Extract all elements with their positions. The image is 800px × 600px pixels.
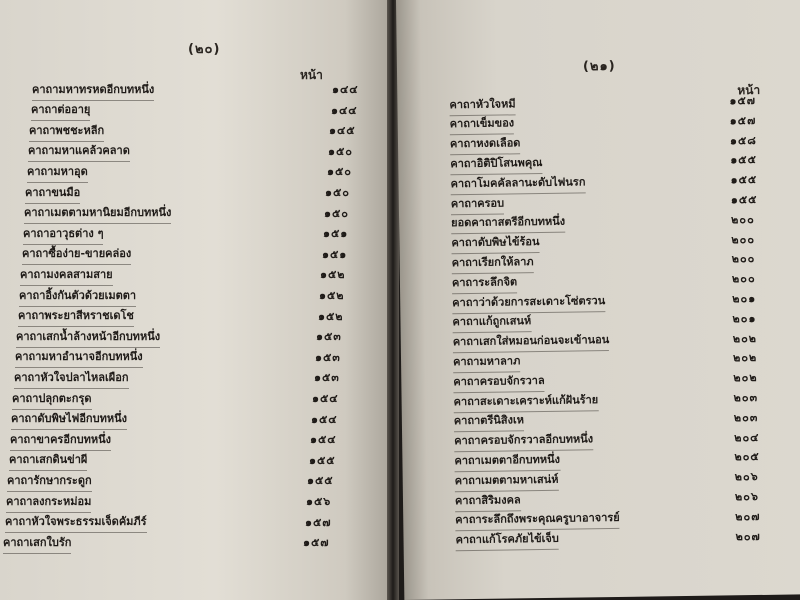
toc-entry-title: คาถาอาวุธต่าง ๆ: [23, 224, 103, 245]
toc-entry: [31, 101, 391, 121]
toc-entry: [10, 430, 370, 450]
toc-entry-page: ๑๕๐: [327, 165, 353, 179]
toc-entry-page: ๒๐๔: [734, 430, 760, 444]
toc-entry: [18, 307, 378, 327]
toc-entry: [23, 224, 383, 244]
left-page: [0, 0, 392, 600]
page-number: (๒๑): [582, 58, 616, 75]
toc-entry-page: ๑๕๖: [306, 495, 332, 508]
toc-entry-page: ๒๐๒: [733, 371, 758, 385]
toc-entry-page: ๑๕๑: [322, 247, 348, 261]
toc-entry-title: คาถาเมตตามหาเสน่ห์: [455, 469, 559, 491]
toc-entry-page: ๑๕๔: [310, 433, 337, 447]
toc-entry-title: คาถาแก้ถูกเสนห์: [452, 311, 531, 333]
toc-entry-page: ๑๕๓: [315, 350, 341, 364]
toc-entry-page: ๒๐๕: [734, 450, 760, 464]
toc-entry-title: คาถาซื้อง่าย-ขายคล่อง: [22, 244, 131, 265]
toc-entry: [20, 265, 380, 285]
toc-entry: [32, 80, 392, 100]
toc-entry-page: ๒๐๗: [735, 529, 761, 543]
toc-entry-title: คาถาโมคคัลลานะดับไฟนรก: [450, 172, 585, 195]
toc-entry-title: คาถาเสกใส่หมอนก่อนจะเข้านอน: [453, 330, 610, 353]
toc-entry-title: คาถาครอบ: [451, 193, 505, 215]
toc-entry-page: ๒๐๐: [731, 252, 756, 266]
toc-entry-page: ๑๔๔: [331, 103, 358, 117]
toc-entry-title: คาถาเมตตาอีกบทหนึ่ง: [454, 450, 560, 472]
toc-entry-page: ๒๐๑: [732, 292, 757, 306]
toc-entry-title: คาถามหาทรหดอีกบทหนึ่ง: [32, 80, 154, 101]
toc-entry-title: คาถามหาอุด: [27, 162, 88, 183]
toc-entry-title: คาถาต่ออายุ: [31, 100, 90, 121]
toc-entry-page: ๑๕๒: [320, 268, 346, 282]
toc-entry-title: คาถาแก้โรคภัยไข้เจ็บ: [455, 529, 559, 551]
toc-entry-title: คาถาดับพิษไฟอีกบทหนึ่ง: [11, 409, 127, 430]
toc-entry-title: คาถาอิ้งกันตัวด้วยเมตตา: [19, 286, 136, 307]
toc-entry: [14, 368, 374, 388]
toc-entry-title: คาถาพระยาสีหราชเดโช: [18, 306, 134, 327]
toc-entry-page: ๑๕๗: [303, 536, 330, 550]
toc-entry-page: ๑๕๐: [324, 206, 350, 220]
page-column-header: หน้า: [737, 82, 761, 98]
toc-entry-title: คาถาระลึกจิต: [452, 272, 517, 294]
toc-entry-page: ๒๐๐: [731, 212, 755, 227]
toc-entry-page: ๑๕๔: [311, 412, 338, 426]
toc-entry-title: คาถาสิริมงคล: [455, 490, 521, 512]
toc-entry-page: ๑๕๓: [314, 371, 340, 385]
toc-entry-page: ๒๐๐: [731, 232, 756, 246]
toc-entry-title: คาถาหัวใจปลาไหลเผือก: [14, 368, 129, 389]
toc-entry-page: ๑๕๓: [316, 330, 342, 344]
toc-entry-title: คาถาระลึกถึงพระคุณครูบาอาจารย์: [455, 508, 620, 531]
toc-entry: [22, 245, 382, 265]
toc-entry-title: คาถาหัวใจพระธรรมเจ็ดคัมภีร์: [5, 512, 147, 533]
toc-entry-page: ๑๕๗: [729, 113, 757, 128]
toc-entry-page: ๑๕๕: [730, 173, 758, 187]
toc-entry-page: ๒๐๒: [732, 331, 758, 345]
page-column-header: หน้า: [300, 68, 323, 82]
toc-entry: [19, 286, 379, 306]
toc-entry-title: คาถามหาแคล้วคลาด: [28, 141, 130, 162]
toc-entry: [455, 526, 795, 551]
toc-entry-title: คาถาลงกระหม่อม: [6, 492, 91, 513]
toc-entry-title: คาถามหาลาภ: [453, 351, 521, 373]
toc-entry: [28, 142, 388, 162]
toc-entry-title: คาถาเมตตามหานิยมอีกบทหนึ่ง: [24, 203, 171, 224]
toc-entry-title: คาถาเสกน้ำล้างหน้าอีกบทหนึ่ง: [16, 327, 160, 348]
toc-entry-title: คาถาครอบจักรวาล: [453, 371, 545, 393]
toc-entry-page: ๑๕๕: [730, 153, 757, 167]
toc-entry-title: คาถาเรียกให้ลาภ: [452, 252, 534, 274]
toc-entry-title: คาถาเข็มของ: [450, 114, 515, 136]
toc-entry-title: คาถาครอบจักรวาลอีกบทหนึ่ง: [454, 429, 593, 452]
toc-entry-page: ๑๔๕: [329, 124, 356, 138]
toc-entry: [12, 389, 372, 409]
toc-entry: [29, 121, 389, 141]
toc-entry: [25, 183, 385, 203]
toc-entry-page: ๑๕๐: [328, 144, 354, 158]
toc-entry-title: คาถาสะเดาะเคราะห์แก้ฝันร้าย: [453, 390, 598, 413]
toc-entry-page: ๑๕๕: [309, 453, 336, 467]
toc-entry-page: ๒๐๒: [732, 351, 758, 365]
toc-entry-page: ๑๕๕: [730, 192, 758, 207]
toc-entry-page: ๑๕๕: [307, 474, 334, 488]
toc-entry-title: คาถาปลุกตะกรุด: [12, 389, 92, 410]
toc-entry-page: ๑๕๘: [729, 133, 757, 147]
toc-entry-page: ๒๐๓: [733, 410, 759, 425]
toc-entry-title: คาถาหงดเลือด: [450, 133, 521, 155]
toc-entry-title: คาถาพชชะหลีก: [29, 121, 104, 142]
toc-entry-page: ๒๐๖: [734, 470, 759, 484]
toc-entry-page: ๑๕๔: [312, 392, 339, 405]
toc-entry-title: คาถารักษากระดูก: [7, 471, 92, 492]
toc-entry: [9, 451, 369, 471]
toc-entry-page: ๒๐๗: [735, 509, 761, 524]
toc-entry-page: ๑๕๐: [325, 186, 351, 199]
toc-entry-page: ๑๕๗: [729, 93, 757, 108]
toc-entry-title: คาถาเสกใบรัก: [3, 533, 71, 554]
toc-entry-title: คาถาหัวใจหมี: [449, 94, 515, 116]
toc-entry: [5, 513, 365, 533]
toc-entry-page: ๒๐๑: [732, 311, 757, 326]
toc-entry-page: ๑๕๑: [323, 227, 349, 241]
toc-entry-title: คาถาตรีนิสิงเห: [454, 411, 524, 433]
toc-entry-title: คาถาขนมือ: [25, 183, 80, 204]
toc-entry-page: ๑๕๗: [305, 515, 332, 529]
toc-entry: [24, 204, 384, 224]
page-number: (๒๐): [188, 42, 221, 57]
right-page: [396, 0, 800, 600]
toc-entry: [27, 162, 387, 182]
toc-entry-title: คาถาอิติปิโสนพคุณ: [450, 153, 542, 175]
toc-entry: [7, 471, 367, 491]
toc-entry: [11, 410, 371, 430]
toc-entry-title: คาถามงคลสามสาย: [20, 265, 113, 286]
toc-entry-title: คาถามหาอำนาจอีกบทหนึ่ง: [15, 347, 143, 368]
toc-entry: [3, 533, 363, 553]
toc-entry-page: ๑๕๒: [318, 309, 344, 323]
toc-entry-title: ยอดคาถาสตรีอีกบทหนึ่ง: [451, 212, 565, 235]
toc-entry-page: ๒๐๐: [731, 272, 756, 286]
toc-entry-page: ๒๐๓: [733, 390, 759, 405]
toc-entry-title: คาถาว่าด้วยการสะเดาะโซ่ตรวน: [452, 291, 605, 314]
toc-entry-title: คาถาดับพิษไข้ร้อน: [451, 232, 539, 254]
toc-entry: [15, 348, 375, 368]
toc-entry: [6, 492, 366, 512]
toc-entry: [16, 327, 376, 347]
toc-entry-title: คาถาขาครอีกบทหนึ่ง: [10, 430, 111, 451]
toc-entry-title: คาถาเสกดินข่าผี: [9, 450, 87, 471]
toc-entry-page: ๑๕๒: [319, 289, 345, 302]
toc-entry-page: ๒๐๖: [734, 489, 760, 504]
toc-entry-page: ๑๔๔: [332, 83, 359, 96]
